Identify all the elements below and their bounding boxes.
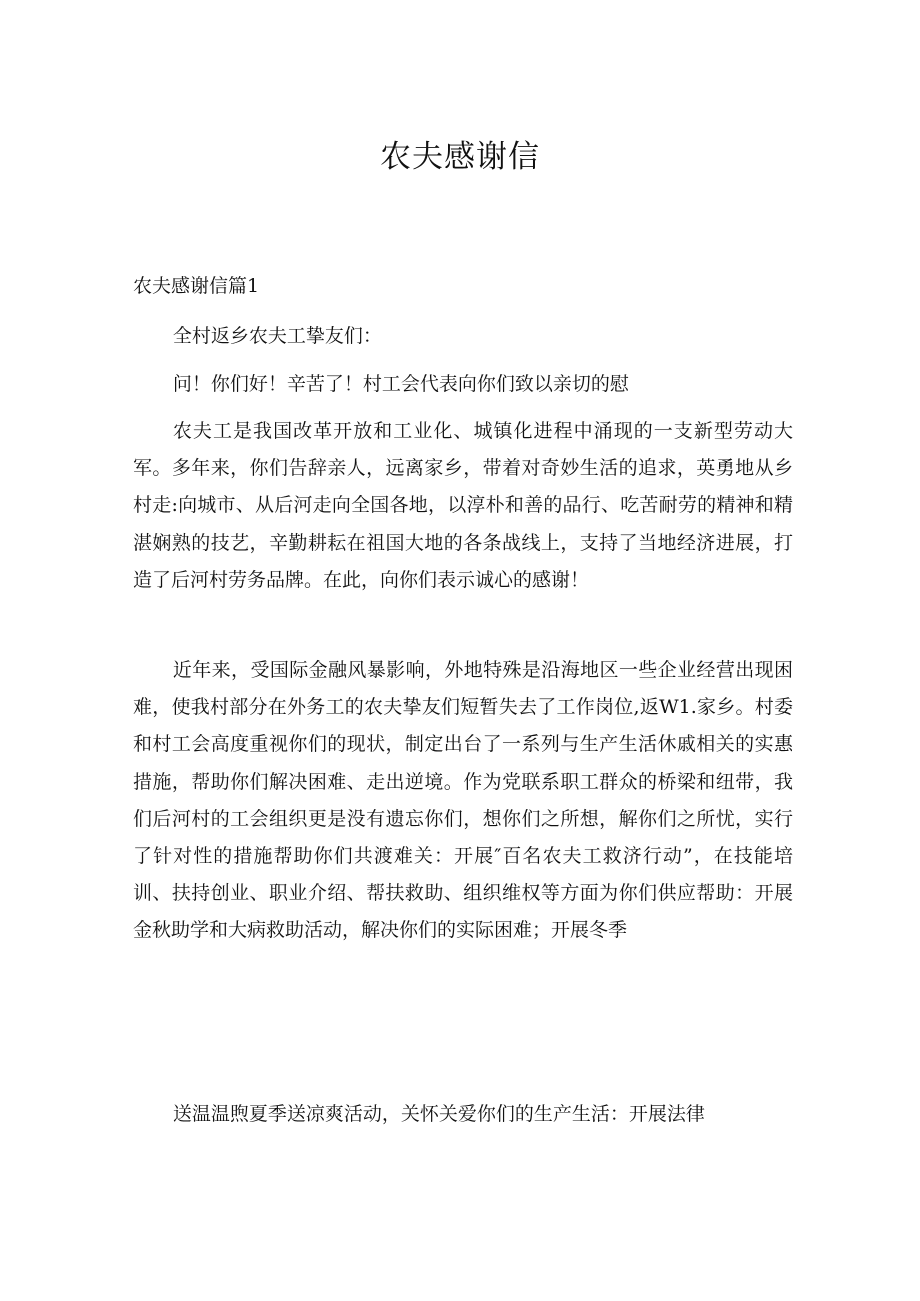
document-title: 农夫感谢信 [380, 139, 540, 175]
body-paragraph-1: 农夫工是我国改革开放和工业化、城镇化进程中涌现的一支新型劳动大军。多年来，你们告辞亲人，远离家乡，带着对奇妙生活的追求，英勇地从乡村走:向城市、从后河走向全国各地，以淳朴和善的品行、吃苦耐劳的精神和精湛娴熟的技艺，辛勤耕耘在祖国大地的各条战线上，支持了当地经济进展，打造了后河村劳务品牌。在此，向你们表示诚心的感谢！ [133, 420, 793, 591]
body-paragraph-3: 送温温煦夏季送凉爽活动，关怀关爱你们的生产生活：开展法律 [172, 1103, 705, 1125]
salutation-paragraph: 全村返乡农夫工挚友们： [172, 325, 382, 347]
section-heading: 农夫感谢信篇1 [133, 275, 260, 297]
greeting-paragraph: 问！你们好！辛苦了！村工会代表向你们致以亲切的慰 [172, 373, 629, 395]
body-paragraph-2: 近年来，受国际金融风暴影响，外地特殊是沿海地区一些企业经营出现困难，使我村部分在外务工的农夫挚友们短暂失去了工作岗位,返W1.家乡。村委和村工会高度重视你们的现状，制定出台了一系列与生产生活休戚相关的实惠措施，帮助你们解决困难、走出逆境。作为党联系职工群众的桥梁和纽带，我们后河村的工会组织更是没有遗忘你们，想你们之所想，解你们之所忧，实行了针对性的措施帮助你们共渡难关：开展″百名农夫工救济行动”，在技能培训、扶持创业、职业介绍、帮扶救助、组织维权等方面为你们供应帮助：开展金秋助学和大病救助活动，解决你们的实际困难；开展冬季 [133, 659, 793, 942]
